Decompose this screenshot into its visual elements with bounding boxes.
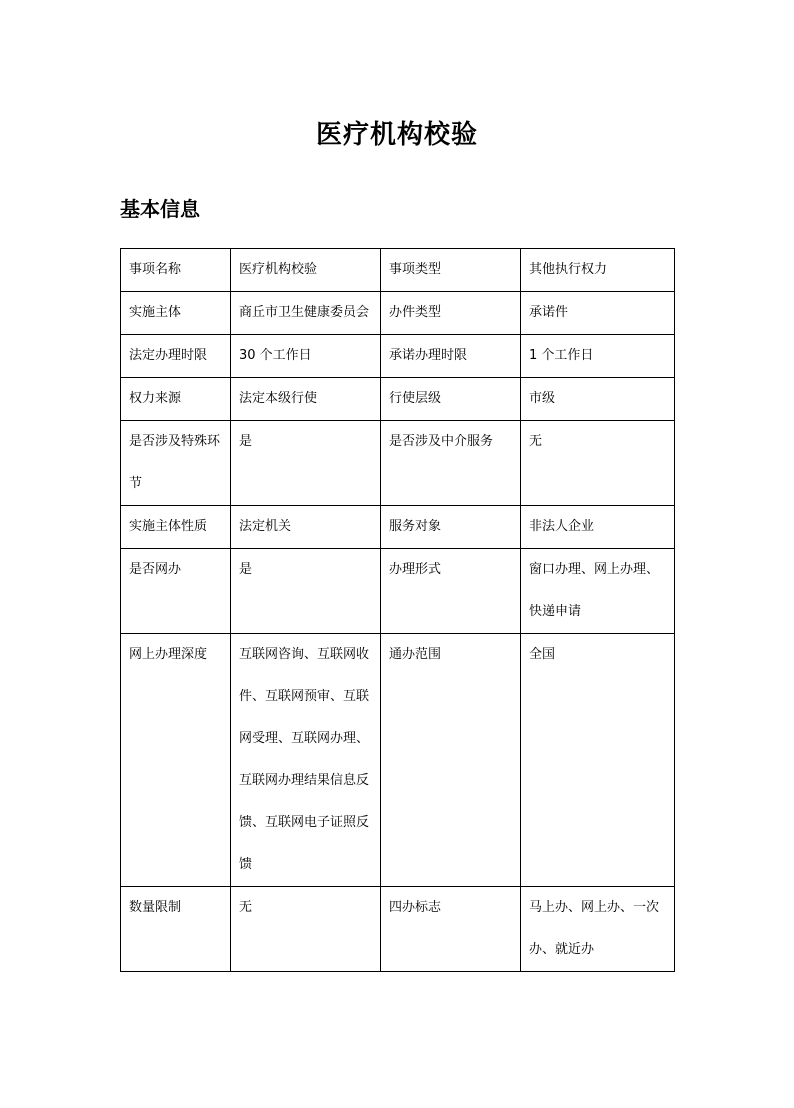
table-cell-value: 市级 — [521, 378, 675, 421]
table-cell-label: 是否涉及特殊环节 — [121, 421, 231, 506]
table-row — [121, 335, 675, 378]
section-heading-basic-info: 基本信息 — [120, 197, 200, 221]
table-cell-value: 医疗机构校验 — [231, 249, 381, 292]
table-cell-label: 是否涉及中介服务 — [381, 421, 521, 506]
table-cell-label: 是否网办 — [121, 549, 231, 634]
table-cell-value: 互联网咨询、互联网收件、互联网预审、互联网受理、互联网办理、互联网办理结果信息反馈、互联网电子证照反馈 — [231, 634, 381, 887]
table-cell-value: 是 — [231, 421, 381, 506]
table-row — [121, 292, 675, 335]
table-cell-value: 无 — [521, 421, 675, 506]
table-cell-label: 网上办理深度 — [121, 634, 231, 887]
table-cell-value: 窗口办理、网上办理、快递申请 — [521, 549, 675, 634]
basic-info-table — [120, 248, 675, 972]
table-cell-label: 通办范围 — [381, 634, 521, 887]
table-cell-label: 服务对象 — [381, 506, 521, 549]
table-cell-value: 商丘市卫生健康委员会 — [231, 292, 381, 335]
table-cell-value: 30 个工作日 — [231, 335, 381, 378]
table-cell-value: 其他执行权力 — [521, 249, 675, 292]
table-cell-value: 法定机关 — [231, 506, 381, 549]
table-cell-label: 事项名称 — [121, 249, 231, 292]
table-cell-label: 承诺办理时限 — [381, 335, 521, 378]
table-cell-value: 是 — [231, 549, 381, 634]
table-cell-label: 事项类型 — [381, 249, 521, 292]
table-row — [121, 634, 675, 887]
table-cell-value: 无 — [231, 887, 381, 972]
table-cell-value: 全国 — [521, 634, 675, 887]
table-row — [121, 378, 675, 421]
table-row — [121, 421, 675, 506]
table-cell-value: 承诺件 — [521, 292, 675, 335]
table-row — [121, 549, 675, 634]
table-cell-label: 实施主体 — [121, 292, 231, 335]
table-cell-label: 法定办理时限 — [121, 335, 231, 378]
table-cell-label: 办理形式 — [381, 549, 521, 634]
document-title: 医疗机构校验 — [315, 120, 478, 150]
table-row — [121, 249, 675, 292]
table-cell-label: 权力来源 — [121, 378, 231, 421]
table-cell-value: 非法人企业 — [521, 506, 675, 549]
table-cell-value: 马上办、网上办、一次办、就近办 — [521, 887, 675, 972]
table-row — [121, 887, 675, 972]
table-cell-label: 办件类型 — [381, 292, 521, 335]
table-cell-label: 实施主体性质 — [121, 506, 231, 549]
table-cell-value: 1 个工作日 — [521, 335, 675, 378]
table-row — [121, 506, 675, 549]
table-cell-label: 数量限制 — [121, 887, 231, 972]
table-cell-value: 法定本级行使 — [231, 378, 381, 421]
table-cell-label: 行使层级 — [381, 378, 521, 421]
table-cell-label: 四办标志 — [381, 887, 521, 972]
